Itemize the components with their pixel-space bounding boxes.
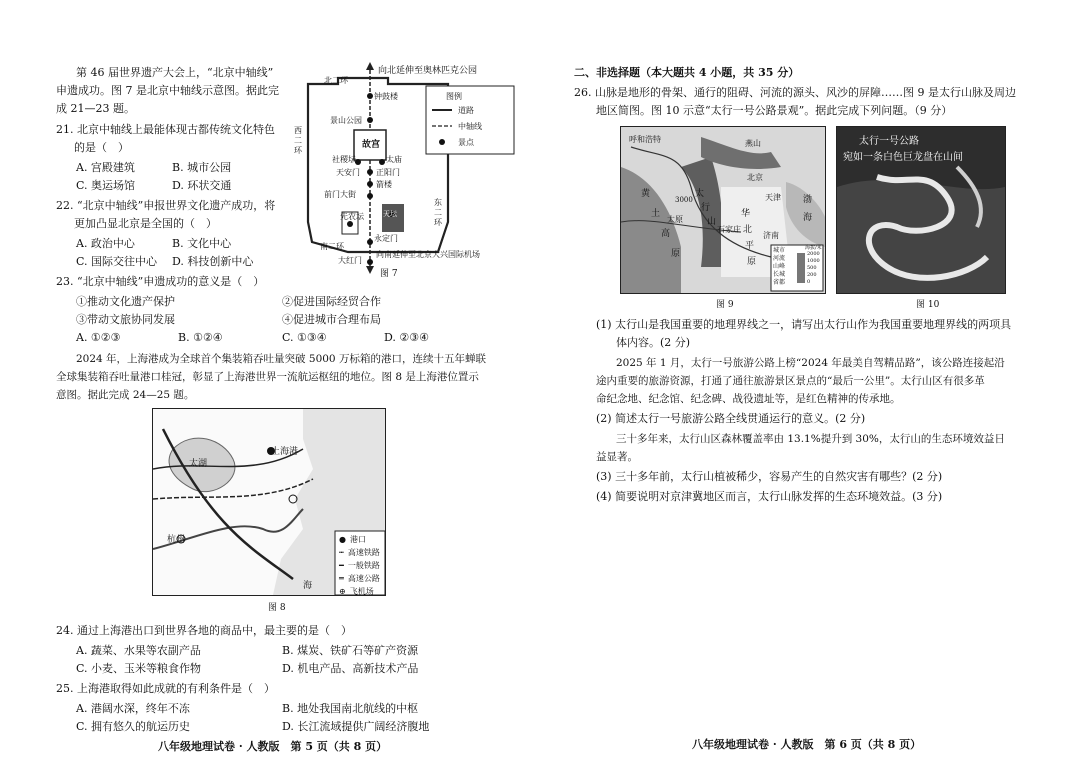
fig8-legend <box>339 533 385 596</box>
map-label: 平 <box>745 241 755 251</box>
airport-legend-icon: ⊕ <box>339 587 346 596</box>
legend-road-label: 道路 <box>458 106 474 115</box>
q21-stem-1: 21. 北京中轴线上最能体现古都传统文化特色 <box>56 123 275 136</box>
map-label: 渤 <box>803 195 813 205</box>
scale-tick: 500 <box>807 265 817 271</box>
q25-opt-b: B. 地处我国南北航线的中枢 <box>282 702 419 715</box>
legend-site-symbol <box>439 139 445 145</box>
fig10-caption: 图 10 <box>916 300 940 310</box>
site-label: 钟鼓楼 <box>374 92 398 101</box>
legend-site-label: 景点 <box>458 138 474 147</box>
legend-label: 山峰 <box>773 263 786 270</box>
figure-8-shanghai-port-map <box>152 408 386 596</box>
site-label: 太庙 <box>386 155 402 164</box>
map-label: 高 <box>661 229 671 239</box>
legend-port: ● 港口 <box>339 535 366 544</box>
p4: (4) 简要说明对京津冀地区而言，太行山脉发挥的生态环境效益。(3 分) <box>596 490 943 503</box>
taihu-label: 太湖 <box>189 459 208 469</box>
site-label: 先农坛 <box>340 212 364 221</box>
p3: (3) 三十多年前，太行山植被稀少，容易产生的自然灾害有哪些？(2 分) <box>596 470 943 483</box>
south-arrow-icon <box>366 266 374 274</box>
intro2-line3: 意图。据此完成 24—25 题。 <box>56 389 195 401</box>
ring-south-label: 南二环 <box>320 242 344 251</box>
site-label: 大红门 <box>338 256 362 265</box>
p2: (2) 简述太行一号旅游公路全线贯通运行的意义。(2 分) <box>596 412 866 425</box>
intro2-line1: 2024 年，上海港成为全球首个集装箱吞吐量突破 5000 万标箱的港口，连续十五年蝉联 <box>76 353 486 365</box>
page-6-footer: 八年级地理试卷 · 人教版 第 6 页（共 8 页） <box>692 738 922 751</box>
legend-airport: ⊕ 飞机场 <box>339 587 374 596</box>
para1-line1: 2025 年 1 月，太行一号旅游公路上榜“2024 年最美自驾精品路”，该公路连接起沿 <box>616 357 1005 369</box>
map-label: 原 <box>747 257 757 267</box>
site-dot <box>367 239 373 245</box>
site-label: 永定门 <box>374 234 398 243</box>
para2-line2: 益显著。 <box>596 451 638 463</box>
site-dot <box>367 193 373 199</box>
site-dot <box>367 259 373 265</box>
q22-opt-a: A. 政治中心 <box>76 237 135 250</box>
map-label: 燕山 <box>745 139 761 148</box>
map-label: 北 <box>743 225 753 235</box>
q25-opt-a: A. 港阔水深，终年不冻 <box>76 702 190 715</box>
ring-east-label: 东二环 <box>434 198 442 227</box>
map-label: 3000 <box>675 196 693 204</box>
q21-opt-d: D. 环状交通 <box>172 179 232 192</box>
map-label: 呼和浩特 <box>629 135 661 144</box>
palace-label: 故宫 <box>362 140 381 150</box>
page-6 <box>540 0 1080 765</box>
q24-stem: 24. 通过上海港出口到世界各地的商品中，最主要的是（ ） <box>56 624 352 637</box>
q21-opt-b: B. 城市公园 <box>172 161 232 174</box>
port-legend-icon: ● <box>339 535 346 544</box>
map-label: 石家庄 <box>717 225 741 234</box>
p1-line2: 体内容。(2 分) <box>616 336 691 349</box>
q23-item-3: ③带动文旅协同发展 <box>76 313 175 326</box>
legend-label: 省都 <box>773 279 786 286</box>
map-label: 天津 <box>765 193 781 202</box>
intro1-line2: 申遗成功。图 7 是北京中轴线示意图。据此完 <box>56 84 279 97</box>
q22-opt-c: C. 国际交往中心 <box>76 255 158 268</box>
legend-expressway: ═ 高速公路 <box>339 574 380 583</box>
site-dot <box>379 159 385 165</box>
q23-item-2: ②促进国际经贸合作 <box>282 295 381 308</box>
q22-stem-2: 更加凸显北京是全国的（ ） <box>74 217 217 230</box>
legend-hsr: ┅ 高速铁路 <box>339 548 380 557</box>
fig7-caption: 图 7 <box>380 269 398 279</box>
photo-title: 太行一号公路 <box>859 136 919 147</box>
q23-opt-a: A. ①②③ <box>76 331 121 344</box>
site-label: 社稷坛 <box>332 155 356 164</box>
expressway-legend-icon: ═ <box>339 574 344 583</box>
section-heading: 二、非选择题（本大题共 4 小题，共 35 分） <box>574 66 800 79</box>
legend-rail: ━ 一般铁路 <box>339 561 380 570</box>
site-dot <box>367 93 373 99</box>
map-label: 土 <box>651 209 661 219</box>
site-dot <box>367 169 373 175</box>
q22-opt-d: D. 科技创新中心 <box>172 255 254 268</box>
shanghai-port-label: 上海港 <box>271 447 299 457</box>
elevation-scale-bar <box>797 253 805 283</box>
rail-legend-icon: ━ <box>339 561 344 570</box>
map-label: 原 <box>671 249 681 259</box>
q26-line2: 地区简图。图 10 示意“太行一号公路景观”。据此完成下列问题。（9 分） <box>596 104 953 117</box>
q25-stem: 25. 上海港取得如此成就的有利条件是（ ） <box>56 682 275 695</box>
site-label: 箭楼 <box>376 180 392 189</box>
q26-line1: 26. 山脉是地形的骨架、通行的阻碍、河流的源头、风沙的屏障……图 9 是太行山脉及周边 <box>574 86 1016 99</box>
intro2-line2: 全球集装箱吞吐量港口桂冠，彰显了上海港世界一流航运枢纽的地位。图 8 是上海港位置示 <box>56 371 479 383</box>
figure-7-central-axis-map <box>288 62 518 282</box>
q23-item-4: ④促进城市合理布局 <box>282 313 381 326</box>
legend-label: 城市 <box>773 247 786 254</box>
q24-opt-d: D. 机电产品、高新技术产品 <box>282 662 419 675</box>
photo-subtitle: 宛如一条白色巨龙盘在山间 <box>843 152 963 163</box>
scale-tick: 0 <box>807 279 811 285</box>
legend-label: 长城 <box>773 271 786 278</box>
p1-line1: (1) 太行山是我国重要的地理界线之一，请写出太行山作为我国重要地理界线的两项具 <box>596 318 1012 331</box>
site-label: 前门大街 <box>324 190 356 199</box>
para1-line3: 命纪念地、纪念馆、纪念碑、战役遗址等，是红色精神的传承地。 <box>596 393 901 405</box>
q25-opt-d: D. 长江流域提供广阔经济腹地 <box>282 720 430 733</box>
map-label: 济南 <box>763 231 779 240</box>
map-label: 行 <box>701 203 711 213</box>
intro1-line1: 第 46 届世界遗产大会上，“北京中轴线” <box>76 66 274 79</box>
q23-item-1: ①推动文化遗产保护 <box>76 295 175 308</box>
map-label: 北京 <box>747 173 763 182</box>
q23-opt-c: C. ①③④ <box>282 331 327 344</box>
q25-opt-c: C. 拥有悠久的航运历史 <box>76 720 191 733</box>
scale-tick: 2000 <box>807 251 820 257</box>
hangzhou-label: 杭州 <box>167 535 186 545</box>
scale-tick: 1000 <box>807 258 820 264</box>
ring-north-label: 北二环 <box>324 76 348 85</box>
q22-stem-1: 22. “北京中轴线”申报世界文化遗产成功，将 <box>56 199 276 212</box>
site-label: 正阳门 <box>376 168 400 177</box>
ring-west-label: 西二环 <box>294 126 302 155</box>
page-5-footer: 八年级地理试卷 · 人教版 第 5 页（共 8 页） <box>158 740 388 753</box>
elevation-unit: 海拔/米 <box>805 245 822 251</box>
north-arrow-icon <box>366 62 374 70</box>
legend-label: 河流 <box>773 255 786 262</box>
fig7-north-label: 向北延伸至奥林匹克公园 <box>378 66 478 76</box>
para2-line1: 三十多年来，太行山区森林覆盖率由 13.1%提升到 30%，太行山的生态环境效益日 <box>616 433 1005 445</box>
q21-opt-a: A. 宫殿建筑 <box>76 161 135 174</box>
q21-stem-2: 的是（ ） <box>74 141 129 154</box>
figure-10-road-photo <box>836 126 1006 294</box>
q23-opt-d: D. ②③④ <box>384 331 430 344</box>
fig8-caption: 图 8 <box>268 603 286 613</box>
fig7-south-label: 向南延伸至北京大兴国际机场 <box>376 250 480 259</box>
q24-opt-b: B. 煤炭、铁矿石等矿产资源 <box>282 644 419 657</box>
site-dot <box>367 181 373 187</box>
legend-axis-label: 中轴线 <box>458 122 482 131</box>
site-label: 景山公园 <box>330 116 362 125</box>
fig9-caption: 图 9 <box>716 300 734 310</box>
high-speed-rail <box>153 479 313 499</box>
intro1-line3: 成 21—23 题。 <box>56 102 135 115</box>
map-label: 太原 <box>667 215 683 224</box>
q23-opt-b: B. ①②④ <box>178 331 223 344</box>
q22-opt-b: B. 文化中心 <box>172 237 232 250</box>
map-label: 海 <box>803 213 813 223</box>
q23-stem: 23. “北京中轴线”申遗成功的意义是（ ） <box>56 275 265 288</box>
q24-opt-a: A. 蔬菜、水果等农副产品 <box>76 644 201 657</box>
map-label: 太 <box>695 189 705 199</box>
q24-opt-c: C. 小麦、玉米等粮食作物 <box>76 662 202 675</box>
sea-label: 海 <box>303 581 313 591</box>
site-dot <box>367 117 373 123</box>
fig7-legend-title: 图例 <box>446 92 462 101</box>
para1-line2: 途内重要的旅游资源，打通了通往旅游景区景点的“最后一公里”。太行山区有很多革 <box>596 375 985 387</box>
map-label: 黄 <box>641 189 651 199</box>
site-label: 天坛 <box>383 210 397 218</box>
site-label: 天安门 <box>336 168 360 177</box>
map-label: 华 <box>741 209 751 219</box>
figure-9-taihang-map <box>620 126 826 294</box>
q21-opt-c: C. 奥运场馆 <box>76 179 136 192</box>
hsr-legend-icon: ┅ <box>339 548 344 557</box>
map-label: 山 <box>707 217 717 227</box>
scale-tick: 200 <box>807 272 817 278</box>
